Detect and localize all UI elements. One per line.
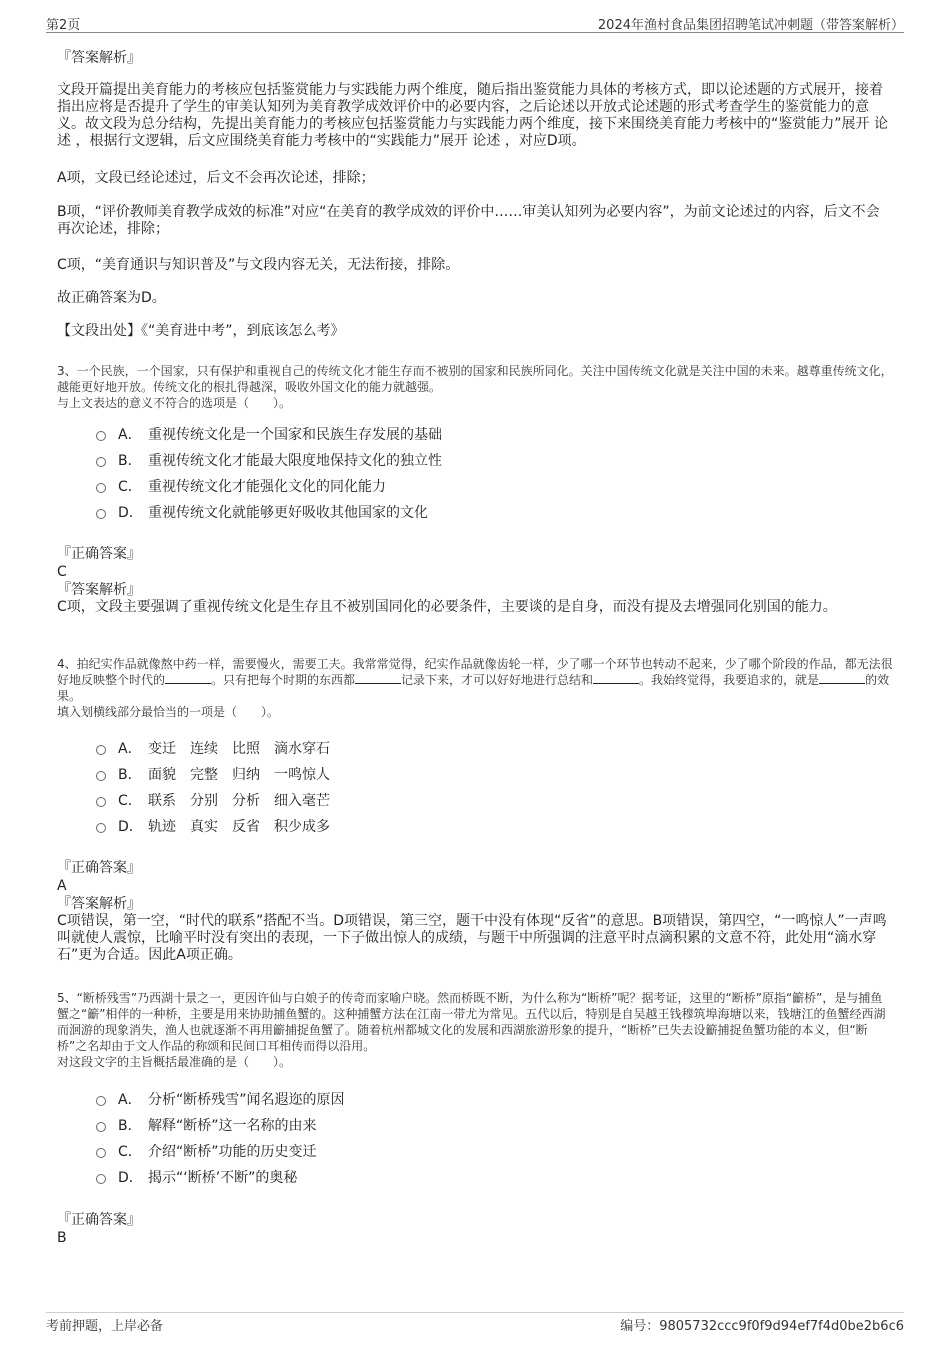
answer-letter: C (57, 564, 67, 580)
q3-option-c[interactable]: C． 重视传统文化才能强化文化的同化能力 (96, 473, 796, 499)
page-header (46, 12, 904, 33)
q4-option-d[interactable]: D． 轨迹 真实 反省 积少成多 (96, 813, 796, 839)
radio-icon[interactable] (96, 1148, 106, 1158)
fill-blank[interactable] (355, 672, 401, 684)
q2-source-block (57, 323, 893, 340)
q3-option-d[interactable]: D． 重视传统文化就能够更好吸收其他国家的文化 (96, 499, 796, 525)
q5-option-a[interactable]: A． 分析“断桥残雪”闻名遐迩的原因 (96, 1086, 796, 1112)
q4-option-a[interactable]: A． 变迁 连续 比照 滴水穿石 (96, 735, 796, 761)
q3-ask: 与上文表达的意义不符合的选项是（ ）。 (57, 396, 292, 410)
q4-answer-block (57, 859, 893, 964)
radio-icon[interactable] (96, 1174, 106, 1184)
q5-ask: 对这段文字的主旨概括最准确的是（ ）。 (57, 1055, 292, 1069)
q5-option-b[interactable]: B． 解释“断桥”这一名称的由来 (96, 1112, 796, 1138)
q2-note-a-block (57, 170, 893, 187)
q3-stem: 3、一个民族，一个国家，只有保护和重视自己的传统文化才能生存而不被别的国家和民族所同化。关注中国传统文化就是关注中国的未来。越尊重传统文化，越能更好地开放。传统文化的根扎得越深，吸收外国文化的能力就越强。 (57, 364, 893, 394)
fill-blank[interactable] (165, 672, 211, 684)
radio-icon[interactable] (96, 483, 106, 493)
q2-conclusion: 故正确答案为D。 (57, 290, 166, 306)
q5-stem: 5、“断桥残雪”乃西湖十景之一，更因许仙与白娘子的传奇而家喻户晓。然而桥既不断，为什么称为“断桥”呢？据考证，这里的“断桥”原指“籪桥”，是与捕鱼蟹之“籪”相伴的一种桥，主要是用来协助捕鱼蟹的。这种捕蟹方法在江南一带尤为常见。五代以后，特别是自吴越王钱穆筑埠海塘以来，钱塘江的鱼蟹经西湖而洄游的现象消失，渔人也就逐渐不再用籪捕捉鱼蟹了。随着杭州都城文化的发展和西湖旅游形象的提升，“断桥”已失去设籪捕捉鱼蟹功能的本义，但“断桥”之名却由于文人作品的称颂和民间口耳相传而得以沿用。 (57, 991, 886, 1053)
q4-options (96, 735, 796, 839)
answer-title: 『正确答案』 (57, 860, 141, 876)
radio-icon[interactable] (96, 1096, 106, 1106)
q2-conclusion-block (57, 290, 893, 307)
radio-icon[interactable] (96, 797, 106, 807)
analysis-title: 『答案解析』 (57, 50, 141, 66)
answer-title: 『正确答案』 (57, 546, 141, 562)
answer-title: 『正确答案』 (57, 1212, 141, 1228)
radio-icon[interactable] (96, 509, 106, 519)
q4-ask: 填入划横线部分最恰当的一项是（ ）。 (57, 705, 280, 719)
q2-note-b-block (57, 204, 893, 238)
q2-note-a: A项，文段已经论述过，后文不会再次论述，排除； (57, 170, 375, 186)
radio-icon[interactable] (96, 457, 106, 467)
fill-blank[interactable] (593, 672, 639, 684)
q3-options (96, 421, 796, 525)
q5-option-c[interactable]: C． 介绍“断桥”功能的历史变迁 (96, 1138, 796, 1164)
footer-slogan: 考前押题，上岸必备 (46, 1319, 164, 1334)
page-number: 第2页 (46, 18, 81, 33)
q2-source: 【文段出处】《“美育进中考”，到底该怎么考》 (57, 323, 345, 339)
document-title: 2024年渔村食品集团招聘笔试冲刺题（带答案解析） (597, 18, 904, 33)
answer-letter: A (57, 878, 67, 894)
analysis-text: 文段开篇提出美育能力的考核应包括鉴赏能力与实践能力两个维度，随后指出鉴赏能力具体的考核方式，即以论述题的方式展开，接着指出应将是否提升了学生的审美认知列为美育教学成效评价中的必要内容，之后论述以开放式论述题的形式考查学生的鉴赏能力的意义。故文段为总分结构，先提出美育能力的考核应包括鉴赏能力与实践能力两个维度，接下来围绕美育能力考核中的“鉴赏能力”展开 论述 ，根据行文逻辑，后文应围绕美育能力考核中的“实践能力”展开 论述 ，对应D项。 (57, 82, 888, 149)
q3-answer-block (57, 545, 893, 616)
q4-stem: 4、拍纪实作品就像熬中药一样，需要慢火，需要工夫。我常常觉得，纪实作品就像齿轮一样，少了哪一个环节也转动不起来，少了哪个阶段的作品，都无法很好地反映整个时代的 。只有把每个时期的东西都 记录下来，才可以好好地进行总结和 。我始终觉得，我要追求的，就是 的效果。 (57, 657, 893, 703)
radio-icon[interactable] (96, 745, 106, 755)
radio-icon[interactable] (96, 431, 106, 441)
q2-analysis-title-block (57, 49, 893, 67)
q3-analysis: C项，文段主要强调了重视传统文化是生存且不被别国同化的必要条件，主要谈的是自身，而没有提及去增强同化别国的能力。 (57, 599, 837, 615)
analysis-title: 『答案解析』 (57, 896, 141, 912)
q4-option-c[interactable]: C． 联系 分别 分析 细入毫芒 (96, 787, 796, 813)
radio-icon[interactable] (96, 823, 106, 833)
page-footer (46, 1312, 904, 1335)
q2-note-b: B项，“评价教师美育教学成效的标准”对应“在美育的教学成效的评价中……审美认知列为必要内容”，为前文论述过的内容，后文不会再次论述，排除； (57, 204, 880, 237)
q4-option-b[interactable]: B． 面貌 完整 归纳 一鸣惊人 (96, 761, 796, 787)
radio-icon[interactable] (96, 771, 106, 781)
radio-icon[interactable] (96, 1122, 106, 1132)
answer-letter: B (57, 1230, 67, 1246)
q2-note-c-block (57, 257, 893, 274)
document-code: 编号：9805732ccc9f0f9d94ef7f4d0be2b6c6 (620, 1319, 904, 1334)
q5-answer-block (57, 1211, 893, 1247)
q5-option-d[interactable]: D． 揭示“‘断桥’不断”的奥秘 (96, 1164, 796, 1190)
q3-option-a[interactable]: A． 重视传统文化是一个国家和民族生存发展的基础 (96, 421, 796, 447)
q5-options (96, 1086, 796, 1190)
q5-stem-block (57, 990, 893, 1070)
analysis-title: 『答案解析』 (57, 582, 141, 598)
q3-option-b[interactable]: B． 重视传统文化才能最大限度地保持文化的独立性 (96, 447, 796, 473)
q4-analysis: C项错误，第一空，“时代的联系”搭配不当。D项错误，第三空，题干中没有体现“反省”的意思。B项错误，第四空，“一鸣惊人”一声鸣叫就使人震惊，比喻平时没有突出的表现，一下子做出惊人的成绩，与题干中所强调的注意平时点滴积累的文意不符，此处用“滴水穿石”更为合适。因此A项正确。 (57, 913, 887, 963)
q4-stem-block (57, 656, 893, 720)
fill-blank[interactable] (819, 672, 865, 684)
q3-stem-block (57, 363, 893, 411)
q2-analysis-paragraph (57, 82, 893, 150)
q2-note-c: C项，“美育通识与知识普及”与文段内容无关，无法衔接，排除。 (57, 257, 460, 273)
